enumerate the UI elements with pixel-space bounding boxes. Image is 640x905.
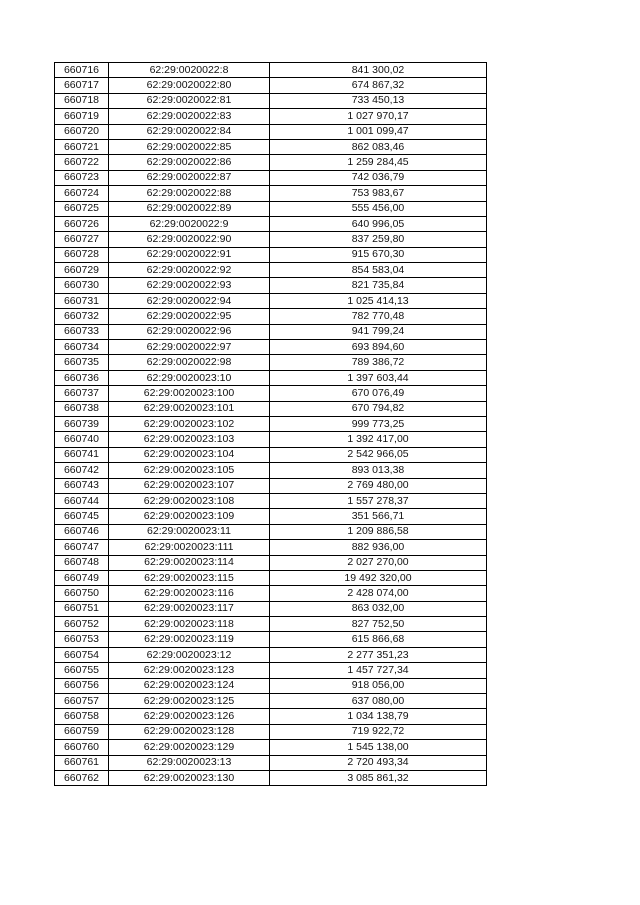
cadastral-number-cell: 62:29:0020023:109 — [109, 509, 270, 524]
cadastral-number-cell: 62:29:0020023:10 — [109, 370, 270, 385]
cadastral-value-cell: 882 936,00 — [270, 540, 487, 555]
cadastral-number-cell: 62:29:0020023:128 — [109, 724, 270, 739]
row-number-cell: 660727 — [55, 232, 109, 247]
row-number-cell: 660750 — [55, 586, 109, 601]
row-number-cell: 660744 — [55, 493, 109, 508]
table-row — [55, 309, 487, 324]
row-number-cell: 660761 — [55, 755, 109, 770]
row-number-cell: 660743 — [55, 478, 109, 493]
cadastral-value-cell: 742 036,79 — [270, 170, 487, 185]
row-number-cell: 660760 — [55, 740, 109, 755]
table-row — [55, 755, 487, 770]
cadastral-value-cell: 2 027 270,00 — [270, 555, 487, 570]
table-row — [55, 216, 487, 231]
cadastral-number-cell: 62:29:0020022:93 — [109, 278, 270, 293]
row-number-cell: 660724 — [55, 186, 109, 201]
cadastral-number-cell: 62:29:0020022:96 — [109, 324, 270, 339]
row-number-cell: 660762 — [55, 770, 109, 785]
table-row — [55, 278, 487, 293]
cadastral-number-cell: 62:29:0020022:89 — [109, 201, 270, 216]
cadastral-number-cell: 62:29:0020022:95 — [109, 309, 270, 324]
table-row — [55, 555, 487, 570]
cadastral-value-cell: 1 392 417,00 — [270, 432, 487, 447]
cadastral-number-cell: 62:29:0020023:130 — [109, 770, 270, 785]
table-row — [55, 663, 487, 678]
row-number-cell: 660729 — [55, 263, 109, 278]
cadastral-value-cell: 670 794,82 — [270, 401, 487, 416]
cadastral-number-cell: 62:29:0020022:87 — [109, 170, 270, 185]
table-row — [55, 324, 487, 339]
row-number-cell: 660748 — [55, 555, 109, 570]
cadastral-value-cell: 2 542 966,05 — [270, 447, 487, 462]
table-row — [55, 63, 487, 78]
table-row — [55, 93, 487, 108]
cadastral-value-cell: 351 566,71 — [270, 509, 487, 524]
cadastral-value-cell: 827 752,50 — [270, 617, 487, 632]
table-row — [55, 632, 487, 647]
cadastral-number-cell: 62:29:0020023:124 — [109, 678, 270, 693]
cadastral-value-cell: 640 996,05 — [270, 216, 487, 231]
row-number-cell: 660719 — [55, 109, 109, 124]
cadastral-number-cell: 62:29:0020023:101 — [109, 401, 270, 416]
table-row — [55, 416, 487, 431]
cadastral-value-cell: 1 001 099,47 — [270, 124, 487, 139]
cadastral-value-cell: 821 735,84 — [270, 278, 487, 293]
cadastral-number-cell: 62:29:0020023:117 — [109, 601, 270, 616]
row-number-cell: 660758 — [55, 709, 109, 724]
cadastral-value-cell: 2 277 351,23 — [270, 647, 487, 662]
cadastral-number-cell: 62:29:0020022:97 — [109, 340, 270, 355]
cadastral-number-cell: 62:29:0020023:100 — [109, 386, 270, 401]
cadastral-value-cell: 2 720 493,34 — [270, 755, 487, 770]
table-row — [55, 678, 487, 693]
row-number-cell: 660753 — [55, 632, 109, 647]
cadastral-number-cell: 62:29:0020022:88 — [109, 186, 270, 201]
table-row — [55, 263, 487, 278]
cadastral-number-cell: 62:29:0020022:98 — [109, 355, 270, 370]
cadastral-number-cell: 62:29:0020022:8 — [109, 63, 270, 78]
cadastral-number-cell: 62:29:0020023:105 — [109, 463, 270, 478]
row-number-cell: 660717 — [55, 78, 109, 93]
table-row — [55, 509, 487, 524]
table-row — [55, 155, 487, 170]
table-row — [55, 570, 487, 585]
row-number-cell: 660751 — [55, 601, 109, 616]
cadastral-value-cell: 2 428 074,00 — [270, 586, 487, 601]
row-number-cell: 660733 — [55, 324, 109, 339]
cadastral-number-cell: 62:29:0020023:114 — [109, 555, 270, 570]
cadastral-number-cell: 62:29:0020023:115 — [109, 570, 270, 585]
cadastral-value-cell: 637 080,00 — [270, 694, 487, 709]
cadastral-value-cell: 863 032,00 — [270, 601, 487, 616]
row-number-cell: 660721 — [55, 139, 109, 154]
cadastral-number-cell: 62:29:0020023:104 — [109, 447, 270, 462]
cadastral-value-cell: 719 922,72 — [270, 724, 487, 739]
table-row — [55, 401, 487, 416]
cadastral-value-cell: 1 457 727,34 — [270, 663, 487, 678]
cadastral-number-cell: 62:29:0020023:119 — [109, 632, 270, 647]
row-number-cell: 660735 — [55, 355, 109, 370]
cadastral-value-cell: 1 209 886,58 — [270, 524, 487, 539]
row-number-cell: 660730 — [55, 278, 109, 293]
row-number-cell: 660723 — [55, 170, 109, 185]
row-number-cell: 660756 — [55, 678, 109, 693]
cadastral-value-cell: 915 670,30 — [270, 247, 487, 262]
table-row — [55, 601, 487, 616]
row-number-cell: 660725 — [55, 201, 109, 216]
row-number-cell: 660749 — [55, 570, 109, 585]
cadastral-value-cell: 3 085 861,32 — [270, 770, 487, 785]
row-number-cell: 660737 — [55, 386, 109, 401]
cadastral-value-cell: 1 259 284,45 — [270, 155, 487, 170]
row-number-cell: 660720 — [55, 124, 109, 139]
table-row — [55, 709, 487, 724]
table-row — [55, 694, 487, 709]
cadastral-value-cell: 670 076,49 — [270, 386, 487, 401]
table-row — [55, 724, 487, 739]
cadastral-value-cell: 733 450,13 — [270, 93, 487, 108]
table-row — [55, 201, 487, 216]
cadastral-value-cell: 789 386,72 — [270, 355, 487, 370]
table-row — [55, 170, 487, 185]
row-number-cell: 660745 — [55, 509, 109, 524]
row-number-cell: 660718 — [55, 93, 109, 108]
row-number-cell: 660752 — [55, 617, 109, 632]
table-row — [55, 447, 487, 462]
row-number-cell: 660736 — [55, 370, 109, 385]
cadastral-number-cell: 62:29:0020023:126 — [109, 709, 270, 724]
cadastral-value-cell: 837 259,80 — [270, 232, 487, 247]
cadastral-number-cell: 62:29:0020022:9 — [109, 216, 270, 231]
cadastral-number-cell: 62:29:0020023:118 — [109, 617, 270, 632]
row-number-cell: 660740 — [55, 432, 109, 447]
row-number-cell: 660747 — [55, 540, 109, 555]
cadastral-value-cell: 1 397 603,44 — [270, 370, 487, 385]
cadastral-number-cell: 62:29:0020023:12 — [109, 647, 270, 662]
cadastral-number-cell: 62:29:0020023:125 — [109, 694, 270, 709]
row-number-cell: 660755 — [55, 663, 109, 678]
table-row — [55, 124, 487, 139]
table-row — [55, 340, 487, 355]
table-row — [55, 355, 487, 370]
row-number-cell: 660759 — [55, 724, 109, 739]
cadastral-value-cell: 1 034 138,79 — [270, 709, 487, 724]
row-number-cell: 660722 — [55, 155, 109, 170]
cadastral-number-cell: 62:29:0020023:13 — [109, 755, 270, 770]
table-row — [55, 293, 487, 308]
cadastral-number-cell: 62:29:0020022:83 — [109, 109, 270, 124]
cadastral-value-cell: 753 983,67 — [270, 186, 487, 201]
row-number-cell: 660734 — [55, 340, 109, 355]
cadastral-value-cell: 918 056,00 — [270, 678, 487, 693]
row-number-cell: 660738 — [55, 401, 109, 416]
table-row — [55, 463, 487, 478]
cadastral-number-cell: 62:29:0020022:85 — [109, 139, 270, 154]
cadastral-number-cell: 62:29:0020023:103 — [109, 432, 270, 447]
cadastral-value-table — [54, 62, 487, 786]
cadastral-number-cell: 62:29:0020023:102 — [109, 416, 270, 431]
cadastral-value-cell: 999 773,25 — [270, 416, 487, 431]
table-row — [55, 617, 487, 632]
cadastral-number-cell: 62:29:0020023:123 — [109, 663, 270, 678]
cadastral-value-cell: 1 027 970,17 — [270, 109, 487, 124]
cadastral-value-cell: 862 083,46 — [270, 139, 487, 154]
cadastral-value-cell: 854 583,04 — [270, 263, 487, 278]
cadastral-number-cell: 62:29:0020022:90 — [109, 232, 270, 247]
row-number-cell: 660716 — [55, 63, 109, 78]
cadastral-value-cell: 2 769 480,00 — [270, 478, 487, 493]
cadastral-value-cell: 19 492 320,00 — [270, 570, 487, 585]
cadastral-number-cell: 62:29:0020023:108 — [109, 493, 270, 508]
table-body — [55, 63, 487, 786]
cadastral-number-cell: 62:29:0020022:91 — [109, 247, 270, 262]
row-number-cell: 660754 — [55, 647, 109, 662]
row-number-cell: 660746 — [55, 524, 109, 539]
table-row — [55, 386, 487, 401]
cadastral-value-cell: 1 025 414,13 — [270, 293, 487, 308]
table-row — [55, 370, 487, 385]
cadastral-value-cell: 1 557 278,37 — [270, 493, 487, 508]
row-number-cell: 660732 — [55, 309, 109, 324]
table-row — [55, 432, 487, 447]
cadastral-number-cell: 62:29:0020022:94 — [109, 293, 270, 308]
cadastral-value-cell: 693 894,60 — [270, 340, 487, 355]
table-row — [55, 139, 487, 154]
row-number-cell: 660741 — [55, 447, 109, 462]
table-row — [55, 540, 487, 555]
cadastral-number-cell: 62:29:0020022:86 — [109, 155, 270, 170]
cadastral-number-cell: 62:29:0020023:129 — [109, 740, 270, 755]
cadastral-value-cell: 893 013,38 — [270, 463, 487, 478]
table-row — [55, 524, 487, 539]
row-number-cell: 660742 — [55, 463, 109, 478]
cadastral-value-cell: 941 799,24 — [270, 324, 487, 339]
cadastral-value-cell: 615 866,68 — [270, 632, 487, 647]
table-row — [55, 770, 487, 785]
cadastral-number-cell: 62:29:0020022:84 — [109, 124, 270, 139]
cadastral-value-cell: 674 867,32 — [270, 78, 487, 93]
row-number-cell: 660728 — [55, 247, 109, 262]
table-row — [55, 186, 487, 201]
table-row — [55, 78, 487, 93]
cadastral-value-cell: 555 456,00 — [270, 201, 487, 216]
cadastral-value-cell: 841 300,02 — [270, 63, 487, 78]
table-row — [55, 478, 487, 493]
cadastral-number-cell: 62:29:0020022:80 — [109, 78, 270, 93]
cadastral-number-cell: 62:29:0020023:116 — [109, 586, 270, 601]
table-row — [55, 109, 487, 124]
table-row — [55, 586, 487, 601]
cadastral-value-cell: 782 770,48 — [270, 309, 487, 324]
row-number-cell: 660726 — [55, 216, 109, 231]
table-row — [55, 247, 487, 262]
cadastral-value-cell: 1 545 138,00 — [270, 740, 487, 755]
table-row — [55, 232, 487, 247]
cadastral-number-cell: 62:29:0020022:81 — [109, 93, 270, 108]
table-row — [55, 647, 487, 662]
cadastral-number-cell: 62:29:0020023:11 — [109, 524, 270, 539]
cadastral-number-cell: 62:29:0020023:111 — [109, 540, 270, 555]
row-number-cell: 660757 — [55, 694, 109, 709]
cadastral-number-cell: 62:29:0020022:92 — [109, 263, 270, 278]
row-number-cell: 660739 — [55, 416, 109, 431]
row-number-cell: 660731 — [55, 293, 109, 308]
table-row — [55, 740, 487, 755]
table-row — [55, 493, 487, 508]
cadastral-number-cell: 62:29:0020023:107 — [109, 478, 270, 493]
